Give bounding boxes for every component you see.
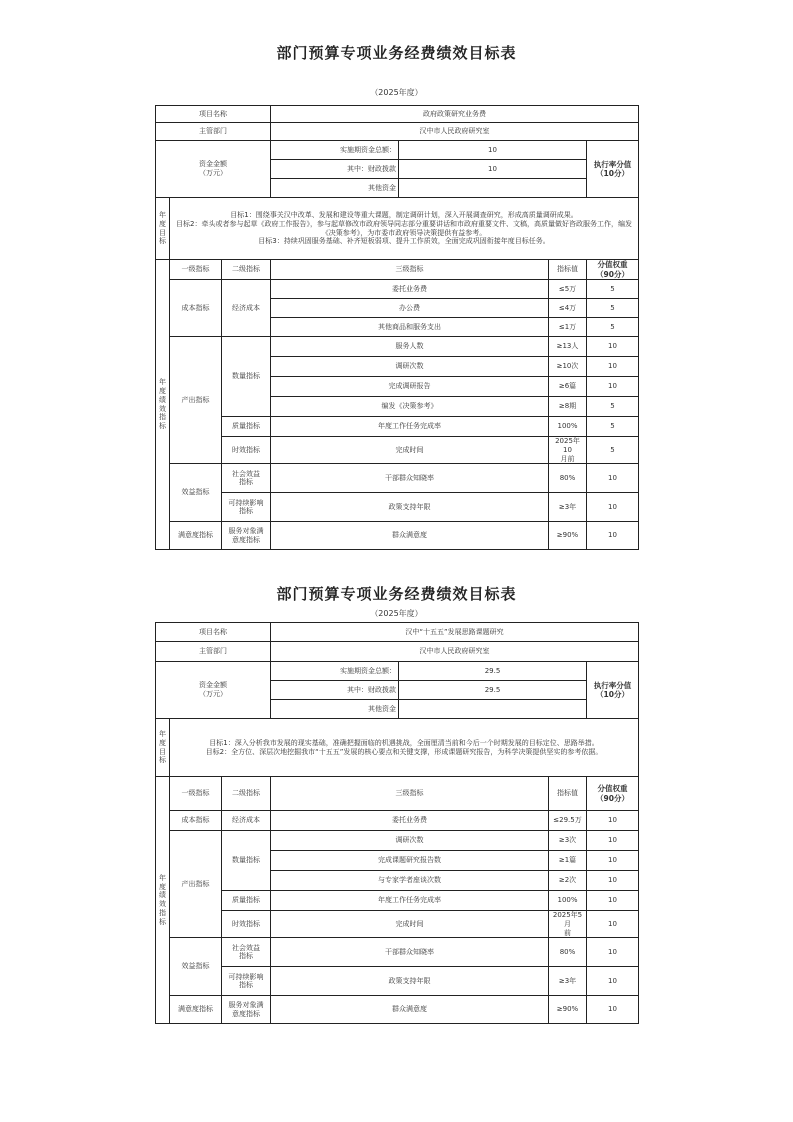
table-row xyxy=(156,417,639,437)
l2-timeliness: 时效指标 xyxy=(222,437,271,464)
value-cell: 100% xyxy=(549,417,587,437)
form2-table xyxy=(155,622,639,1024)
weight-cell: 10 xyxy=(587,851,639,871)
form2-title: 部门预算专项业务经费绩效目标表 xyxy=(276,585,517,603)
l2-service-satisfaction: 服务对象满 意度指标 xyxy=(222,996,271,1024)
annual-goal-label: 年度目标 xyxy=(156,198,170,260)
l3-cell: 调研次数 xyxy=(271,831,549,851)
l2-quantity: 数量指标 xyxy=(222,337,271,417)
l1-output: 产出指标 xyxy=(170,831,222,938)
funds-label: 资金金额 （万元） xyxy=(156,662,271,719)
weight-cell: 10 xyxy=(587,464,639,493)
l3-cell: 干部群众知晓率 xyxy=(271,938,549,967)
value-cell: ≥3年 xyxy=(549,493,587,522)
total-funds-value: 10 xyxy=(399,141,587,160)
value-cell: ≥2次 xyxy=(549,871,587,891)
annual-perf-label: 年度绩效指标 xyxy=(156,260,170,550)
dept-label: 主管部门 xyxy=(156,123,271,141)
l3-cell: 年度工作任务完成率 xyxy=(271,417,549,437)
fiscal-funds-label: 其中：财政拨款 xyxy=(271,160,399,179)
col-l3-header: 三级指标 xyxy=(271,260,549,280)
l3-cell: 年度工作任务完成率 xyxy=(271,891,549,911)
weight-cell: 10 xyxy=(587,911,639,938)
weight-cell: 10 xyxy=(587,891,639,911)
annual-perf-label: 年度绩效指标 xyxy=(156,777,170,1024)
objective-1: 目标1：围绕事关汉中改革、发展和建设等重大课题，制定调研计划，深入开展调查研究，形成高质量调研成果。 xyxy=(230,211,578,219)
col-weight-header: 分值权重 （90分） xyxy=(587,777,639,811)
fiscal-funds-value: 10 xyxy=(399,160,587,179)
l3-cell: 编发《决策参考》 xyxy=(271,397,549,417)
value-cell: 80% xyxy=(549,938,587,967)
value-cell: ≥3年 xyxy=(549,967,587,996)
col-value-header: 指标值 xyxy=(549,777,587,811)
weight-cell: 5 xyxy=(587,397,639,417)
project-name-label: 项目名称 xyxy=(156,623,271,642)
dept-value: 汉中市人民政府研究室 xyxy=(271,642,639,662)
weight-cell: 10 xyxy=(587,493,639,522)
l3-cell: 群众满意度 xyxy=(271,522,549,550)
value-cell: ≥3次 xyxy=(549,831,587,851)
weight-cell: 10 xyxy=(587,938,639,967)
table-row xyxy=(156,831,639,851)
project-name-value: 汉中“十五五”发展思路课题研究 xyxy=(271,623,639,642)
l1-cost: 成本指标 xyxy=(170,280,222,337)
total-funds-value: 29.5 xyxy=(399,662,587,681)
l3-cell: 调研次数 xyxy=(271,357,549,377)
l2-social: 社会效益 指标 xyxy=(222,464,271,493)
l3-cell: 政策支持年限 xyxy=(271,967,549,996)
objectives-cell xyxy=(170,719,639,777)
table-row xyxy=(156,891,639,911)
fiscal-funds-value: 29.5 xyxy=(399,681,587,700)
col-weight-header: 分值权重 （90分） xyxy=(587,260,639,280)
funds-label: 资金金额 （万元） xyxy=(156,141,271,198)
table-row xyxy=(156,493,639,522)
other-funds-label: 其他资金 xyxy=(271,700,399,719)
fiscal-funds-label: 其中：财政拨款 xyxy=(271,681,399,700)
form1-table xyxy=(155,105,639,550)
l2-social: 社会效益 指标 xyxy=(222,938,271,967)
col-value-header: 指标值 xyxy=(549,260,587,280)
l3-cell: 完成时间 xyxy=(271,911,549,938)
form1-year: （2025年度） xyxy=(370,88,423,97)
table-row xyxy=(156,522,639,550)
table-row xyxy=(156,280,639,299)
col-l3-header: 三级指标 xyxy=(271,777,549,811)
value-cell: 80% xyxy=(549,464,587,493)
value-cell: ≥8期 xyxy=(549,397,587,417)
table-row xyxy=(156,938,639,967)
l2-sustainable: 可持续影响 指标 xyxy=(222,967,271,996)
l1-satisfaction: 满意度指标 xyxy=(170,522,222,550)
dept-value: 汉中市人民政府研究室 xyxy=(271,123,639,141)
objective-2: 目标2：全方位、深层次地挖掘我市“十五五”发展的核心要点和关键支撑，形成课题研究报告，为科学决策提供坚实的参考依据。 xyxy=(205,747,603,756)
l2-quantity: 数量指标 xyxy=(222,831,271,891)
l3-cell: 服务人数 xyxy=(271,337,549,357)
weight-cell: 5 xyxy=(587,280,639,299)
project-name-label: 项目名称 xyxy=(156,106,271,123)
value-cell: 2025年10 月前 xyxy=(549,437,587,464)
table-row xyxy=(156,811,639,831)
l1-satisfaction: 满意度指标 xyxy=(170,996,222,1024)
weight-cell: 10 xyxy=(587,871,639,891)
l2-quality: 质量指标 xyxy=(222,891,271,911)
table-row xyxy=(156,464,639,493)
other-funds-label: 其他资金 xyxy=(271,179,399,198)
weight-cell: 5 xyxy=(587,417,639,437)
l2-timeliness: 时效指标 xyxy=(222,911,271,938)
l3-cell: 完成调研报告 xyxy=(271,377,549,397)
col-l1-header: 一级指标 xyxy=(170,777,222,811)
col-l2-header: 二级指标 xyxy=(222,777,271,811)
l3-cell: 与专家学者座谈次数 xyxy=(271,871,549,891)
l3-cell: 政策支持年限 xyxy=(271,493,549,522)
objective-2: 目标2：牵头或者参与起草《政府工作报告》，参与起草修改市政府领导同志部分重要讲话和市政府重要文件、文稿，高质量做好咨政服务工作，编发《决策参考》，为市委市政府领导决策提供有益参考。 xyxy=(176,219,632,237)
l2-service-satisfaction: 服务对象满 意度指标 xyxy=(222,522,271,550)
total-funds-label: 实施期资金总额： xyxy=(271,662,399,681)
l3-cell: 群众满意度 xyxy=(271,996,549,1024)
l3-cell: 委托业务费 xyxy=(271,280,549,299)
l2-quality: 质量指标 xyxy=(222,417,271,437)
dept-label: 主管部门 xyxy=(156,642,271,662)
value-cell: ≤1万 xyxy=(549,318,587,337)
objective-3: 目标3：持续巩固服务基础、补齐短板弱项、提升工作质效，全面完成巩固衔接年度目标任务。 xyxy=(258,237,550,246)
objective-1: 目标1：深入分析我市发展的现实基础，准确把握面临的机遇挑战，全面厘清当前和今后一个时期发展的目标定位、思路举措。 xyxy=(209,738,599,747)
col-l2-header: 二级指标 xyxy=(222,260,271,280)
weight-cell: 10 xyxy=(587,357,639,377)
weight-cell: 10 xyxy=(587,337,639,357)
l1-benefit: 效益指标 xyxy=(170,464,222,522)
value-cell: ≤29.5万 xyxy=(549,811,587,831)
l3-cell: 完成时间 xyxy=(271,437,549,464)
l3-cell: 委托业务费 xyxy=(271,811,549,831)
value-cell: ≥6篇 xyxy=(549,377,587,397)
weight-cell: 5 xyxy=(587,437,639,464)
table-row xyxy=(156,337,639,357)
value-cell: ≥90% xyxy=(549,996,587,1024)
form2-year: （2025年度） xyxy=(370,609,423,618)
total-funds-label: 实施期资金总额： xyxy=(271,141,399,160)
value-cell: ≤5万 xyxy=(549,280,587,299)
table-row xyxy=(156,967,639,996)
l1-benefit: 效益指标 xyxy=(170,938,222,996)
table-row xyxy=(156,437,639,464)
weight-cell: 5 xyxy=(587,299,639,318)
weight-cell: 10 xyxy=(587,811,639,831)
objectives-cell xyxy=(170,198,639,260)
weight-cell: 10 xyxy=(587,967,639,996)
exec-score-label: 执行率分值 （10分） xyxy=(587,662,639,719)
value-cell: ≥10次 xyxy=(549,357,587,377)
value-cell: ≥13人 xyxy=(549,337,587,357)
other-funds-value xyxy=(399,700,587,719)
exec-score-label: 执行率分值 （10分） xyxy=(587,141,639,198)
l3-cell: 干部群众知晓率 xyxy=(271,464,549,493)
value-cell: 2025年5月 前 xyxy=(549,911,587,938)
form1-title: 部门预算专项业务经费绩效目标表 xyxy=(276,44,517,62)
l1-cost: 成本指标 xyxy=(170,811,222,831)
value-cell: 100% xyxy=(549,891,587,911)
weight-cell: 10 xyxy=(587,522,639,550)
l3-cell: 其他商品和服务支出 xyxy=(271,318,549,337)
value-cell: ≥1篇 xyxy=(549,851,587,871)
weight-cell: 10 xyxy=(587,996,639,1024)
l3-cell: 完成课题研究报告数 xyxy=(271,851,549,871)
value-cell: ≤4万 xyxy=(549,299,587,318)
weight-cell: 5 xyxy=(587,318,639,337)
col-l1-header: 一级指标 xyxy=(170,260,222,280)
weight-cell: 10 xyxy=(587,377,639,397)
annual-goal-label: 年度 目标 xyxy=(156,719,170,777)
table-row xyxy=(156,996,639,1024)
l2-sustainable: 可持续影响 指标 xyxy=(222,493,271,522)
table-row xyxy=(156,911,639,938)
l2-economic-cost: 经济成本 xyxy=(222,280,271,337)
other-funds-value xyxy=(399,179,587,198)
l2-economic-cost: 经济成本 xyxy=(222,811,271,831)
l3-cell: 办公费 xyxy=(271,299,549,318)
value-cell: ≥90% xyxy=(549,522,587,550)
project-name-value: 政府政策研究业务费 xyxy=(271,106,639,123)
weight-cell: 10 xyxy=(587,831,639,851)
l1-output: 产出指标 xyxy=(170,337,222,464)
